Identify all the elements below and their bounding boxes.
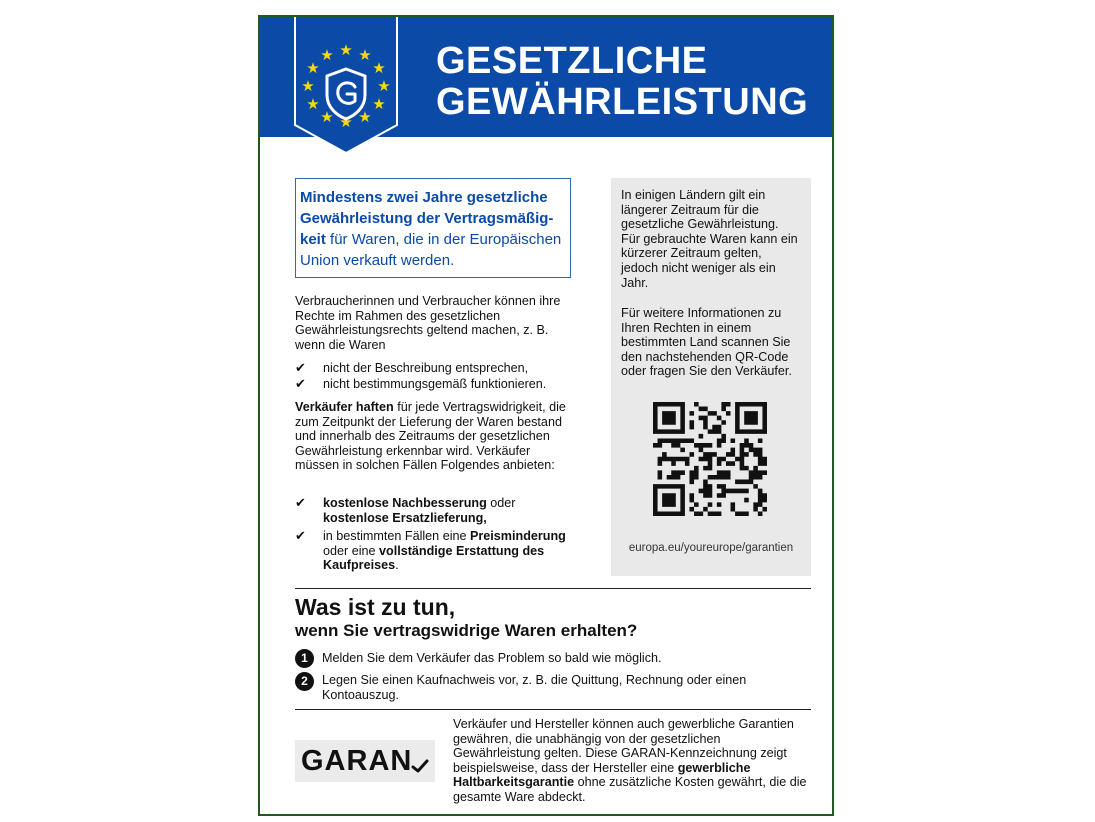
garan-description [453,717,811,805]
svg-text:★: ★ [320,46,334,64]
remedy-1-text [323,496,516,525]
garan-logo [295,740,435,782]
divider [295,709,811,710]
remedy-2-bold-b: vollständige Erstattung des Kaufpreises [323,543,545,573]
check-icon [411,758,429,774]
svg-text:★: ★ [306,95,320,113]
check-icon: ✔ [295,495,306,510]
sidebar-para-2: Für weitere Informationen zu Ihren Rechten in einem bestimmten Land scannen Sie den nachstehenden QR-Code oder fragen Sie den Verkäufer. [621,306,792,379]
remedy-2-c: oder eine [323,543,380,558]
qr-modules [653,402,767,516]
svg-text:★: ★ [372,59,386,77]
seller-text: für jede Vertragswidrigkeit, die zum Zeitpunkt der Lieferung der Waren bestand und innerhalb des Zeitraums der gesetzlichen Gewährleistung erkennbar wird. Verkäufer müssen in solchen Fällen Folgendes anbieten: [295,400,566,473]
page-title [436,41,808,123]
list-item [295,529,577,573]
intro-rest: für Waren, die in der Europäischen Union verkauft werden. [300,231,562,269]
remedy-1-bold-a: kostenlose Nachbesserung [323,496,487,510]
garan-logo-text: GARAN [301,745,413,777]
remedy-2-text [323,529,577,573]
remedy-2-period: . [395,558,399,573]
svg-text:★: ★ [301,77,315,95]
intro-box [295,178,571,278]
check-icon: ✔ [295,376,306,391]
info-url[interactable]: europa.eu/youreurope/garantien [628,542,794,554]
step-2-text: Legen Sie einen Kaufnachweis vor, z. B. die Quittung, Rechnung oder einen Kontoauszug. [322,673,747,702]
remedy-1-or: oder [486,496,516,510]
step-number-1: 1 [295,649,314,668]
header-banner [260,17,832,137]
check-icon: ✔ [295,360,306,375]
remedy-1-bold-b: kostenlose Ersatzlieferung, [323,510,487,525]
todo-subheading: wenn Sie vertragswidrige Waren erhalten? [295,621,638,640]
step-1-text: Melden Sie dem Verkäufer das Problem so bald wie möglich. [322,651,662,665]
eu-stars-shield-g-icon [293,15,399,155]
warranty-poster [258,15,834,816]
garan-text-b: ohne zusätzliche Kosten gewährt, die die gesamte Ware abdeckt. [453,775,807,804]
svg-text:★: ★ [320,108,334,126]
info-sidebar [611,178,811,576]
garan-text-bold: gewerbliche Haltbarkeitsgarantie [453,760,751,790]
seller-bold: Verkäufer haften [295,400,394,414]
remedy-2-a: in bestimmten Fällen eine [323,529,470,543]
svg-text:★: ★ [358,46,372,64]
garan-text-a: Verkäufer und Hersteller können auch gewerbliche Garantien gewähren, die unabhängig von der gesetzlichen Gewährleistung gelten. Diese GARAN-Kennzeichnung zeigt beispielsweise, dass der Hersteller eine [453,717,794,775]
svg-text:★: ★ [372,95,386,113]
sidebar-para-1: In einigen Ländern gilt ein längerer Zeitraum für die gesetzliche Gewährleistung. Für gebrauchte Waren kann ein kürzerer Zeitraum gelten, jedoch nicht weniger als ein Jahr. [621,188,798,290]
title-line-2: GEWÄHRLEISTUNG [436,81,809,123]
list-item [295,496,565,525]
svg-text:★: ★ [339,113,353,131]
divider [295,588,811,589]
qr-code-icon[interactable] [653,402,767,516]
step-number-2: 2 [295,672,314,691]
check-icon: ✔ [295,528,306,543]
list-item [295,361,528,376]
title-line-1: GESETZLICHE [436,40,708,82]
remedy-2-bold-a: Preisminderung [470,529,566,543]
svg-text:★: ★ [339,41,353,59]
svg-text:★: ★ [358,108,372,126]
todo-heading: Was ist zu tun, [295,594,456,620]
rights-intro: Verbraucherinnen und Verbraucher können ihre Rechte im Rahmen des gesetzlichen Gewährleistungsrechts geltend machen, z. B. wenn die Waren [295,294,561,352]
intro-bold: Mindestens zwei Jahre gesetzliche Gewährleistung der Vertragsmäßigkeit [300,189,554,248]
svg-text:★: ★ [306,59,320,77]
bullet-text: nicht der Beschreibung entsprechen, [323,361,529,375]
seller-paragraph [295,400,567,473]
list-item [295,377,546,392]
bullet-text: nicht bestimmungsgemäß funktionieren. [323,377,547,391]
svg-text:★: ★ [377,77,391,95]
